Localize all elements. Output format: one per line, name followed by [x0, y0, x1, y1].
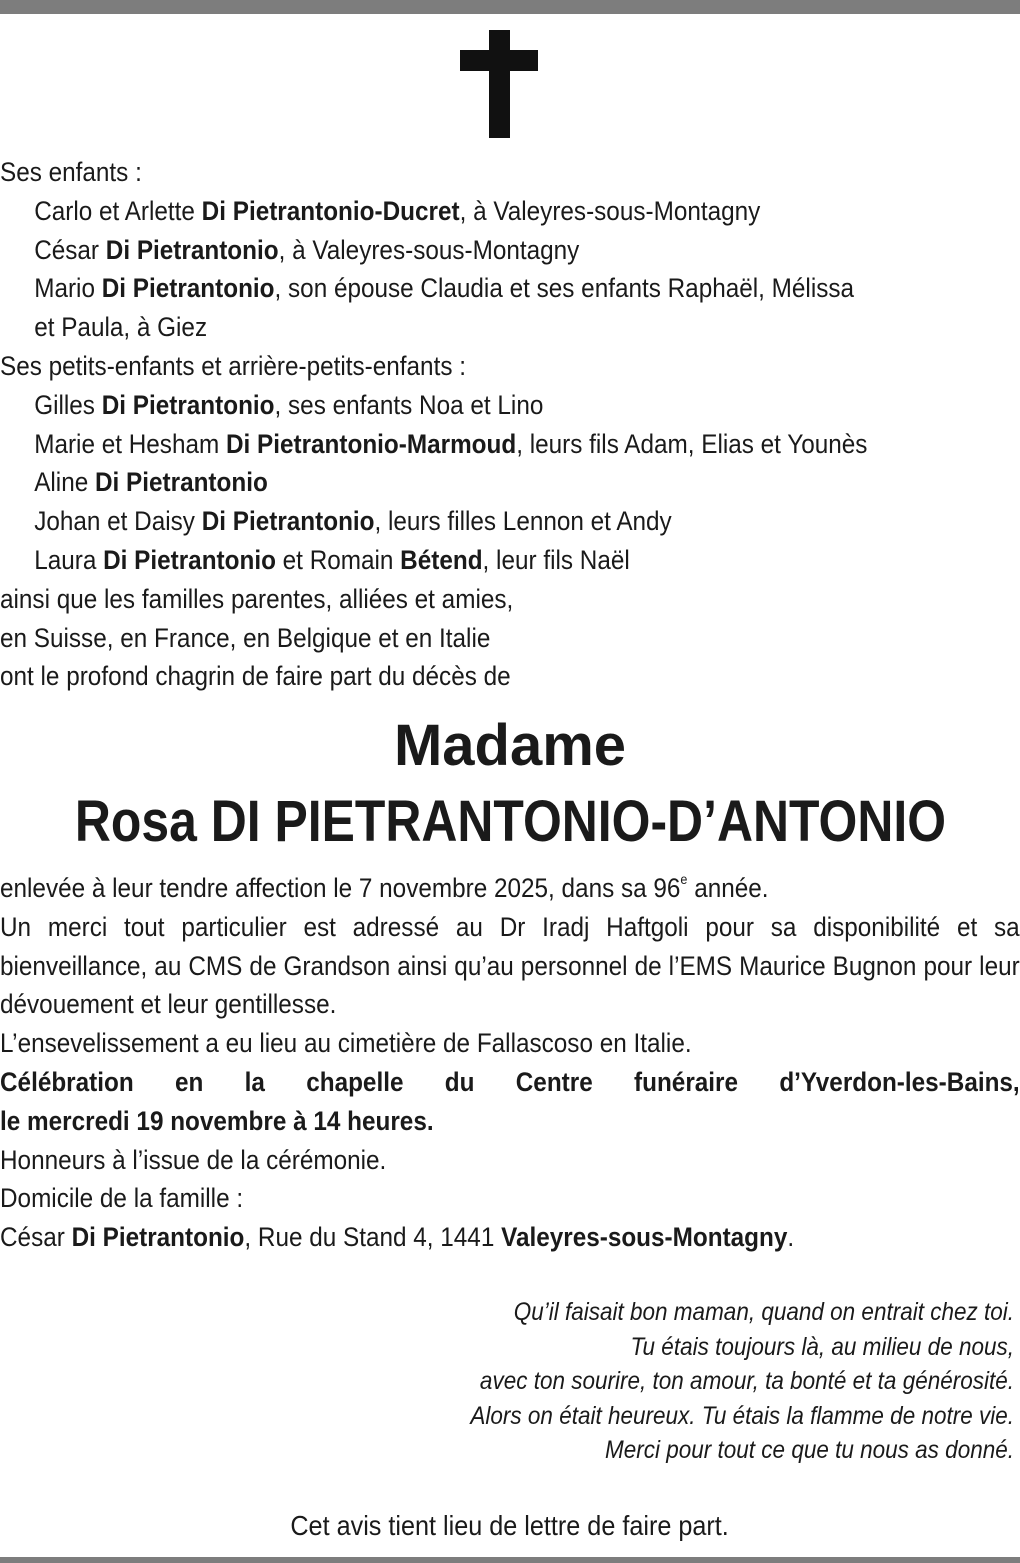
- domicile-heading: Domicile de la famille :: [0, 1183, 244, 1214]
- burial-text: L’ensevelissement a eu lieu au cimetière de Fallascoso en Italie.: [0, 1028, 692, 1059]
- child-line: Carlo et Arlette Di Pietrantonio-Ducret, à Valeyres-sous-Montagny: [34, 195, 761, 226]
- closing-line: ont le profond chagrin de faire part du décès de: [0, 661, 511, 692]
- grandchild-line: Marie et Hesham Di Pietrantonio-Marmoud, leurs fils Adam, Elias et Younès: [34, 428, 868, 459]
- poem-line: Alors on était heureux. Tu étais la flamme de notre vie.: [470, 1401, 1014, 1430]
- grandchildren-heading: Ses petits-enfants et arrière-petits-enfants :: [0, 350, 466, 381]
- details-section: [0, 869, 1020, 1257]
- deceased-title: Madame: [393, 713, 627, 778]
- top-border: [0, 0, 1020, 14]
- passing-text: enlevée à leur tendre affection le 7 novembre 2025, dans sa 96e année.: [0, 871, 769, 903]
- footer-note: Cet avis tient lieu de lettre de faire part.: [290, 1510, 730, 1541]
- poem-line: avec ton sourire, ton amour, ta bonté et ta générosité.: [479, 1367, 1014, 1395]
- child-line: César Di Pietrantonio, à Valeyres-sous-Montagny: [34, 234, 580, 265]
- honours-text: Honneurs à l’issue de la cérémonie.: [0, 1144, 387, 1175]
- celebration-line: le mercredi 19 novembre à 14 heures.: [0, 1105, 434, 1136]
- deceased-name: Rosa DI PIETRANTONIO-D’ANTONIO: [74, 789, 946, 854]
- poem-line: Qu’il faisait bon maman, quand on entrait chez toi.: [513, 1298, 1014, 1326]
- deceased-name-block: [0, 786, 1020, 858]
- thanks-text: Un merci tout particulier est adressé au Dr Iradj Haftgoli pour sa disponibilité et sa bienveillance, au CMS de Grandson ainsi qu’au personnel de l’EMS Maurice Bugnon pour leur dévouement et leur gentillesse.: [0, 911, 1020, 1020]
- grandchild-line: Laura Di Pietrantonio et Romain Bétend, leur fils Naël: [34, 544, 630, 575]
- family-address: César Di Pietrantonio, Rue du Stand 4, 1441 Valeyres-sous-Montagny.: [0, 1222, 795, 1253]
- bottom-border: [0, 1557, 1020, 1563]
- cross-horizontal-bar: [460, 50, 538, 71]
- closing-line: ainsi que les familles parentes, alliées et amies,: [0, 583, 514, 614]
- family-section: [0, 153, 918, 696]
- child-line: Mario Di Pietrantonio, son épouse Claudia et ses enfants Raphaël, Mélissa: [34, 273, 855, 304]
- cross-vertical-bar: [489, 30, 510, 138]
- child-line-continuation: et Paula, à Giez: [34, 312, 208, 343]
- poem: [410, 1295, 1014, 1468]
- poem-line: Merci pour tout ce que tu nous as donné.: [604, 1436, 1014, 1464]
- latin-cross-icon: [460, 30, 538, 138]
- grandchild-line: Aline Di Pietrantonio: [34, 467, 268, 498]
- children-heading: Ses enfants :: [0, 157, 142, 187]
- celebration-line: Célébration en la chapelle du Centre funéraire d’Yverdon-les-Bains,: [0, 1066, 1020, 1097]
- grandchild-line: Gilles Di Pietrantonio, ses enfants Noa et Lino: [34, 389, 544, 420]
- poem-line: Tu étais toujours là, au milieu de nous,: [630, 1332, 1014, 1361]
- closing-line: en Suisse, en France, en Belgique et en Italie: [0, 622, 491, 653]
- grandchild-line: Johan et Daisy Di Pietrantonio, leurs filles Lennon et Andy: [34, 506, 672, 537]
